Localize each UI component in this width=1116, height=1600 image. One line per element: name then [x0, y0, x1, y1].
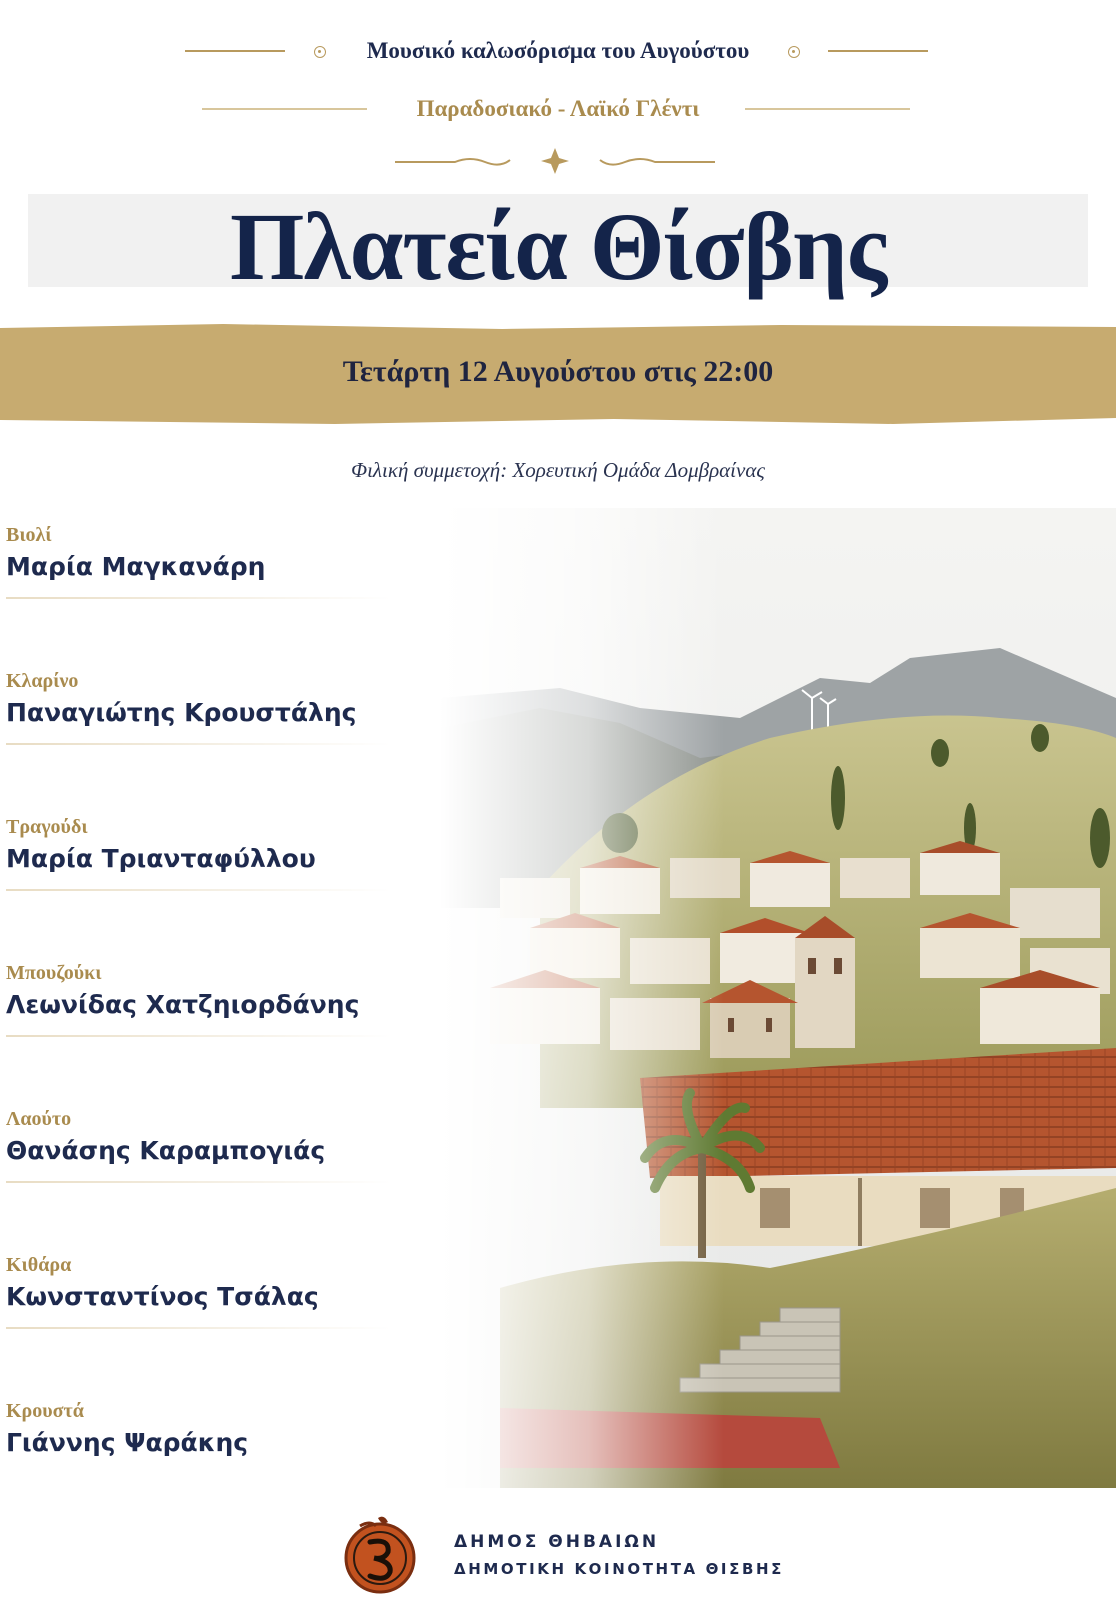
musician-name: Κωνσταντίνος Τσάλας [6, 1282, 319, 1311]
guest-participation: Φιλική συμμετοχή: Χορευτική Ομάδα Δομβραίνας [351, 458, 765, 482]
page-title: Πλατεία Θίσβης [229, 193, 887, 300]
musician-entry [6, 816, 396, 891]
instrument-label: Κρουστά [6, 1400, 84, 1422]
musician-name: Θανάσης Καραμπογιάς [6, 1136, 326, 1165]
divider [6, 743, 391, 745]
municipality-name: ΔΗΜΟΣ ΘΗΒΑΙΩΝ [454, 1532, 660, 1552]
divider [6, 597, 391, 599]
divider [6, 1035, 391, 1037]
musician-name: Γιάννης Ψαράκης [6, 1428, 249, 1457]
musician-entry [6, 1254, 396, 1329]
header-subtitle: Μουσικό καλωσόρισμα του Αυγούστου [366, 38, 750, 63]
subtitle-line-right [745, 108, 910, 110]
musician-entry [6, 524, 396, 599]
musician-entry [6, 1108, 396, 1183]
musician-entry [6, 670, 396, 745]
divider [6, 889, 391, 891]
divider [6, 1327, 391, 1329]
musician-name: Μαρία Τριανταφύλλου [6, 844, 316, 873]
divider [6, 1181, 391, 1183]
village-photo [440, 508, 1116, 1488]
header-line-right [828, 50, 928, 52]
ornament-dot-icon [788, 46, 800, 58]
musician-name: Μαρία Μαγκανάρη [6, 552, 266, 581]
event-type: Παραδοσιακό - Λαϊκό Γλέντι [416, 96, 700, 121]
instrument-label: Μπουζούκι [6, 962, 102, 984]
event-date: Τετάρτη 12 Αυγούστου στις 22:00 [342, 355, 774, 388]
musician-name: Παναγιώτης Κρουστάλης [6, 698, 357, 727]
instrument-label: Κιθάρα [6, 1254, 72, 1276]
instrument-label: Τραγούδι [6, 816, 88, 838]
instrument-label: Κλαρίνο [6, 670, 79, 692]
community-name: ΔΗΜΟΤΙΚΗ ΚΟΙΝΟΤΗΤΑ ΘΙΣΒΗΣ [454, 1560, 784, 1578]
instrument-label: Λαούτο [6, 1108, 72, 1130]
musician-name: Λεωνίδας Χατζηιορδάνης [6, 990, 360, 1019]
musician-entry [6, 962, 396, 1037]
star-ornament-icon [395, 146, 715, 176]
instrument-label: Βιολί [6, 524, 52, 546]
musician-entry [6, 1400, 396, 1457]
municipality-logo-icon [340, 1512, 420, 1598]
